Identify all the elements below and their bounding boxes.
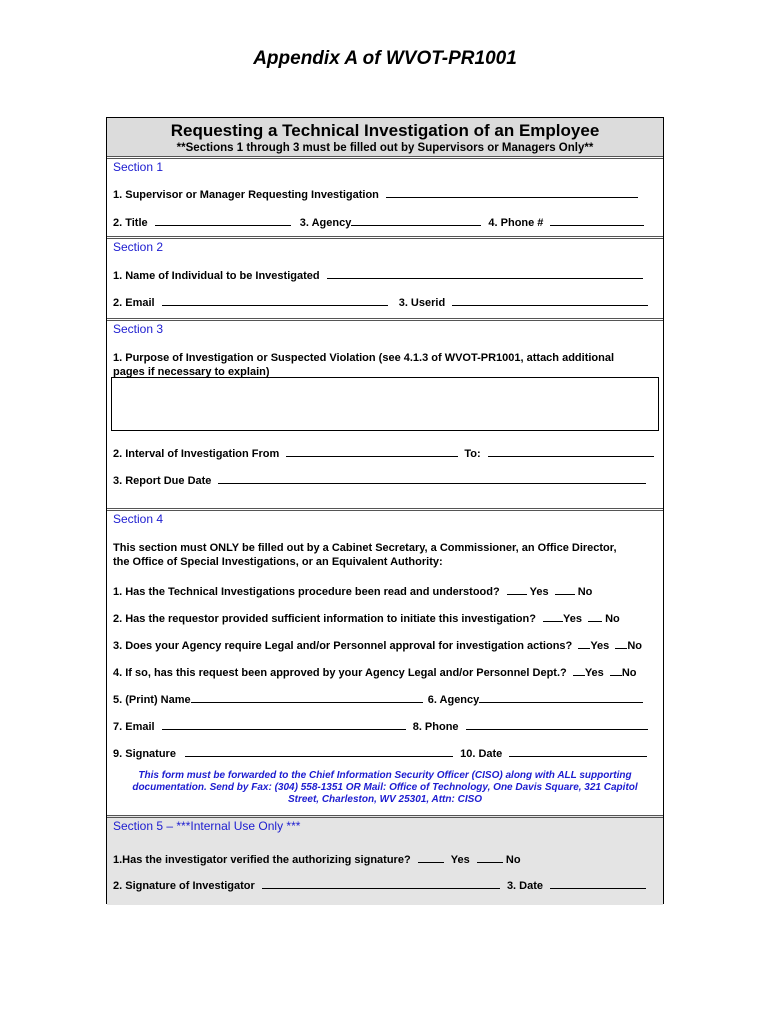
question-3-no-field[interactable] bbox=[615, 637, 627, 649]
page-title: Appendix A of WVOT-PR1001 bbox=[253, 48, 517, 69]
forwarding-note-line-2: documentation. Send by Fax: (304) 558-1351 OR Mail: Office of Technology, One Davis Square, 321 Capitol bbox=[132, 782, 638, 793]
print-name-field[interactable] bbox=[191, 691, 423, 703]
section-4 bbox=[107, 508, 663, 814]
userid-label: 3. Userid bbox=[398, 297, 446, 309]
title-field[interactable] bbox=[155, 214, 291, 226]
verify-signature-label: 1.Has the investigator verified the authorizing signature? bbox=[113, 854, 411, 866]
section-1 bbox=[107, 156, 663, 235]
print-name-label: 5. (Print) Name bbox=[113, 694, 191, 706]
verify-yes-label: Yes bbox=[450, 854, 470, 866]
purpose-textbox[interactable] bbox=[111, 377, 659, 431]
question-4-row bbox=[113, 664, 637, 679]
approver-signature-label: 9. Signature bbox=[113, 748, 176, 760]
agency-label: 3. Agency bbox=[299, 217, 352, 229]
purpose-label: 1. Purpose of Investigation or Suspected Violation (see 4.1.3 of WVOT-PR1001, attach additional bbox=[113, 352, 615, 364]
investigated-name-field[interactable] bbox=[327, 267, 643, 279]
question-3-yes-field[interactable] bbox=[578, 637, 590, 649]
verify-no-field[interactable] bbox=[477, 851, 503, 863]
question-4-label: 4. If so, has this request been approved by your Agency Legal and/or Personnel Dept.? bbox=[113, 667, 567, 679]
question-4-yes-label: Yes bbox=[584, 667, 604, 679]
interval-to-field[interactable] bbox=[488, 445, 654, 457]
verify-no-label: No bbox=[505, 854, 521, 866]
question-3-row bbox=[113, 637, 642, 652]
report-due-row bbox=[113, 472, 646, 487]
investigator-signature-label: 2. Signature of Investigator bbox=[113, 880, 255, 892]
approver-email-field[interactable] bbox=[162, 718, 406, 730]
approver-agency-label: 6. Agency bbox=[427, 694, 480, 706]
question-2-yes-field[interactable] bbox=[543, 610, 563, 622]
section-4-title: Section 4 bbox=[113, 512, 164, 526]
approver-date-label: 10. Date bbox=[460, 748, 503, 760]
question-1-no-label: No bbox=[577, 586, 593, 598]
interval-from-field[interactable] bbox=[286, 445, 458, 457]
report-due-label: 3. Report Due Date bbox=[113, 475, 212, 487]
verify-signature-row bbox=[113, 851, 521, 866]
question-3-label: 3. Does your Agency require Legal and/or Personnel approval for investigation actions? bbox=[113, 640, 573, 652]
form-subtitle: **Sections 1 through 3 must be filled out by Supervisors or Managers Only** bbox=[176, 142, 594, 154]
approver-agency-field[interactable] bbox=[479, 691, 643, 703]
approver-phone-label: 8. Phone bbox=[412, 721, 459, 733]
title-agency-phone-row bbox=[113, 214, 644, 229]
section-3 bbox=[107, 318, 663, 506]
approver-phone-field[interactable] bbox=[466, 718, 648, 730]
interval-from-label: 2. Interval of Investigation From bbox=[113, 448, 280, 460]
interval-row bbox=[113, 445, 654, 460]
title-label: 2. Title bbox=[113, 217, 148, 229]
investigator-date-label: 3. Date bbox=[506, 880, 544, 892]
agency-field[interactable] bbox=[351, 214, 481, 226]
report-due-field[interactable] bbox=[218, 472, 646, 484]
section-4-intro: This section must ONLY be filled out by a Cabinet Secretary, a Commissioner, an Office Director, bbox=[113, 542, 617, 554]
question-3-no-label: No bbox=[627, 640, 643, 652]
question-2-label: 2. Has the requestor provided sufficient information to initiate this investigation? bbox=[113, 613, 536, 625]
email-label: 2. Email bbox=[113, 297, 155, 309]
userid-field[interactable] bbox=[452, 294, 648, 306]
question-2-row bbox=[113, 610, 620, 625]
verify-yes-field[interactable] bbox=[418, 851, 444, 863]
forwarding-note: This form must be forwarded to the Chief Information Security Officer (CISO) along with ALL supporting bbox=[138, 770, 632, 781]
section-1-title: Section 1 bbox=[113, 160, 164, 174]
approver-email-label: 7. Email bbox=[113, 721, 155, 733]
phone-field[interactable] bbox=[550, 214, 644, 226]
investigator-date-field[interactable] bbox=[550, 877, 646, 889]
investigation-form bbox=[106, 117, 664, 904]
question-4-yes-field[interactable] bbox=[573, 664, 585, 676]
interval-to-label: To: bbox=[464, 448, 481, 460]
form-header bbox=[107, 118, 663, 157]
question-4-no-label: No bbox=[621, 667, 637, 679]
section-4-intro-continued: the Office of Special Investigations, or an Equivalent Authority: bbox=[113, 556, 443, 568]
question-2-no-label: No bbox=[605, 613, 620, 625]
question-2-no-field[interactable] bbox=[588, 610, 602, 622]
email-userid-row bbox=[113, 294, 648, 309]
investigator-signature-field[interactable] bbox=[262, 877, 500, 889]
form-title: Requesting a Technical Investigation of an Employee bbox=[170, 121, 600, 140]
question-1-label: 1. Has the Technical Investigations procedure been read and understood? bbox=[113, 586, 500, 598]
section-5-title: Section 5 – ***Internal Use Only *** bbox=[113, 819, 301, 833]
question-1-row bbox=[113, 583, 592, 598]
question-1-yes-label: Yes bbox=[529, 586, 549, 598]
name-agency-row bbox=[113, 691, 643, 706]
question-4-no-field[interactable] bbox=[610, 664, 622, 676]
signature-date-row bbox=[113, 745, 647, 760]
name-row bbox=[113, 267, 643, 282]
section-2 bbox=[107, 236, 663, 317]
question-1-no-field[interactable] bbox=[555, 583, 575, 595]
investigated-name-label: 1. Name of Individual to be Investigated bbox=[113, 270, 320, 282]
question-1-yes-field[interactable] bbox=[507, 583, 527, 595]
supervisor-row bbox=[113, 186, 638, 201]
forwarding-note-line-3: Street, Charleston, WV 25301, Attn: CISO bbox=[287, 794, 483, 805]
section-3-title: Section 3 bbox=[113, 322, 164, 336]
email-phone-row bbox=[113, 718, 648, 733]
phone-label: 4. Phone # bbox=[488, 217, 544, 229]
email-field[interactable] bbox=[162, 294, 388, 306]
question-2-yes-label: Yes bbox=[563, 613, 582, 625]
question-3-yes-label: Yes bbox=[590, 640, 610, 652]
approver-date-field[interactable] bbox=[509, 745, 647, 757]
section-5 bbox=[107, 815, 663, 905]
purpose-label-continued: pages if necessary to explain) bbox=[113, 366, 270, 378]
approver-signature-field[interactable] bbox=[185, 745, 453, 757]
investigator-signature-row bbox=[113, 877, 646, 892]
supervisor-label: 1. Supervisor or Manager Requesting Investigation bbox=[113, 189, 379, 201]
supervisor-field[interactable] bbox=[386, 186, 638, 198]
section-2-title: Section 2 bbox=[113, 240, 164, 254]
